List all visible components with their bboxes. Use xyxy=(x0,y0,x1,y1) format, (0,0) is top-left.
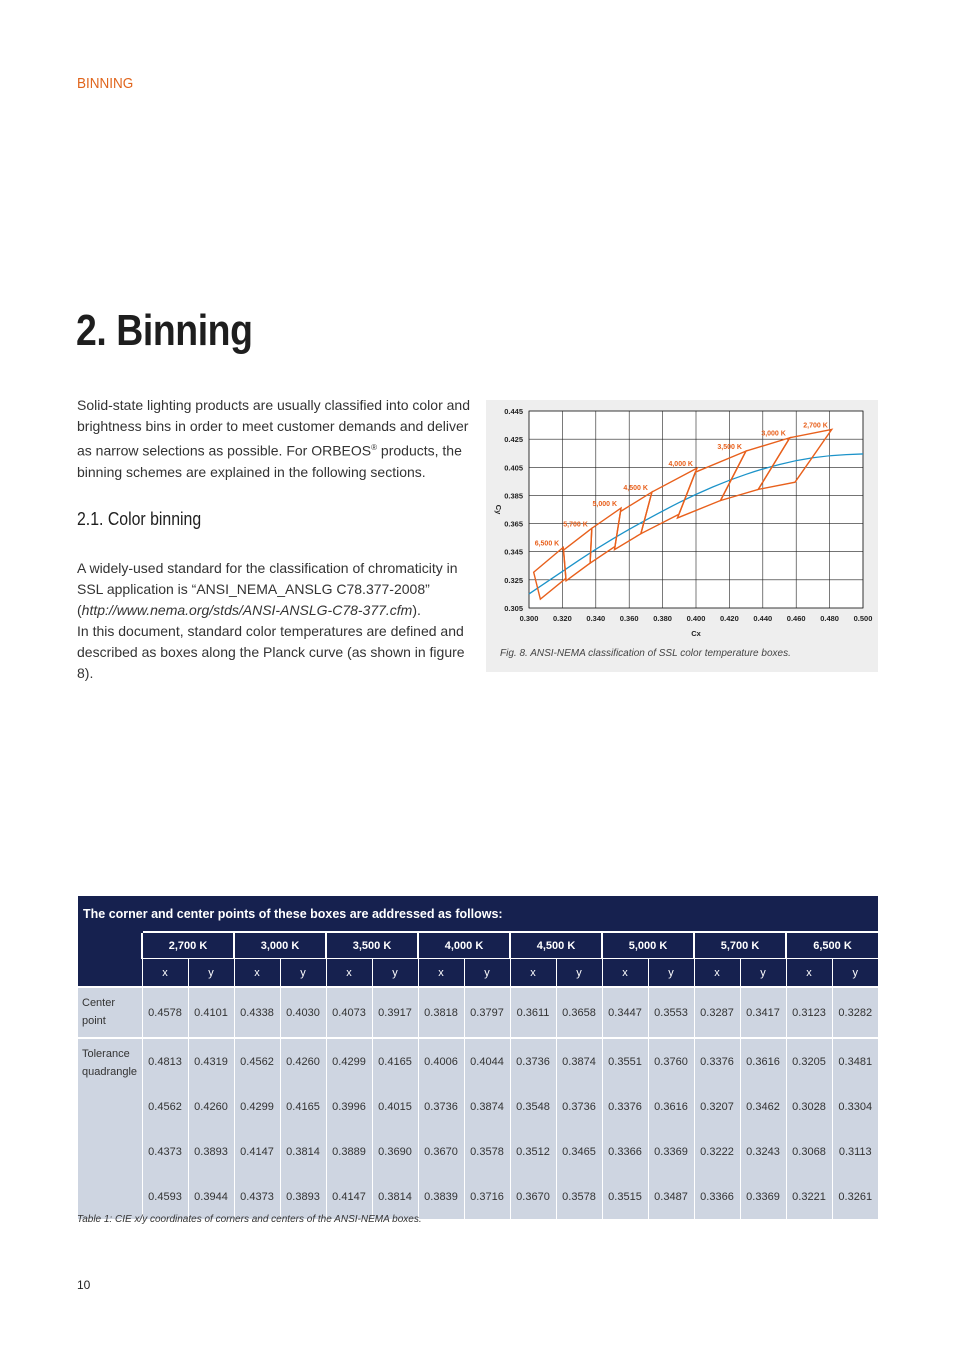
table-cell: 0.4260 xyxy=(188,1084,234,1129)
box-label: 5,000 K xyxy=(592,501,618,509)
table-row xyxy=(78,1084,878,1129)
table-cell: 0.3369 xyxy=(740,1174,786,1219)
temperature-header: 5,700 K xyxy=(694,932,786,959)
table-cell: 0.3797 xyxy=(464,987,510,1038)
table-cell: 0.4147 xyxy=(234,1129,280,1174)
table-cell: 0.3874 xyxy=(464,1084,510,1129)
table-cell: 0.3690 xyxy=(372,1129,418,1174)
table-cell: 0.3123 xyxy=(786,987,832,1038)
x-tick-label: 0.500 xyxy=(853,614,873,623)
table-cell: 0.3917 xyxy=(372,987,418,1038)
table-cell: 0.4562 xyxy=(142,1084,188,1129)
color-binning-heading: 2.1. Color binning xyxy=(77,509,202,529)
table-cell: 0.3068 xyxy=(786,1129,832,1174)
y-tick-label: 0.405 xyxy=(504,463,523,473)
figure-caption: Fig. 8. ANSI-NEMA classification of SSL color temperature boxes. xyxy=(500,648,791,659)
table-row xyxy=(78,1129,878,1174)
table-cell: 0.3113 xyxy=(832,1129,878,1174)
table-cell: 0.4101 xyxy=(188,987,234,1038)
table-cell: 0.3670 xyxy=(418,1129,464,1174)
table-cell: 0.3205 xyxy=(786,1038,832,1084)
coordinate-header: x xyxy=(694,959,740,988)
x-axis-label: Cx xyxy=(691,629,701,638)
row-label: Tolerance quadrangle xyxy=(78,1038,142,1219)
coordinate-header: x xyxy=(326,959,372,988)
table-cell: 0.4299 xyxy=(326,1038,372,1084)
table-cell: 0.3465 xyxy=(556,1129,602,1174)
box-label: 4,500 K xyxy=(623,485,648,493)
box-label: 6,500 K xyxy=(534,540,560,548)
table-cell: 0.4299 xyxy=(234,1084,280,1129)
coordinate-header: y xyxy=(648,959,694,988)
temperature-header: 5,000 K xyxy=(602,932,694,959)
coordinate-header: y xyxy=(372,959,418,988)
table-cell: 0.4030 xyxy=(280,987,326,1038)
table-cell: 0.3889 xyxy=(326,1129,372,1174)
table-cell: 0.3287 xyxy=(694,987,740,1038)
table-cell: 0.3670 xyxy=(510,1174,556,1219)
table-cell: 0.3515 xyxy=(602,1174,648,1219)
x-tick-label: 0.400 xyxy=(686,614,706,623)
box-label: 2,700 K xyxy=(803,422,828,430)
binning-table xyxy=(78,896,878,1219)
temperature-header: 3,000 K xyxy=(234,932,326,959)
table-cell: 0.3553 xyxy=(648,987,694,1038)
table-cell: 0.3716 xyxy=(464,1174,510,1219)
table-cell: 0.4813 xyxy=(142,1038,188,1084)
coordinate-header: x xyxy=(602,959,648,988)
temperature-header: 3,500 K xyxy=(326,932,418,959)
table-cell: 0.4373 xyxy=(234,1174,280,1219)
standard-link[interactable]: http://www.nema.org/stds/ANSI-ANSLG-C78-377.cfm xyxy=(81,602,413,618)
coordinate-header: y xyxy=(188,959,234,988)
table-cell: 0.3551 xyxy=(602,1038,648,1084)
table-cell: 0.3893 xyxy=(188,1129,234,1174)
coordinate-header: x xyxy=(142,959,188,988)
coordinate-header: x xyxy=(418,959,464,988)
table-row xyxy=(78,1174,878,1219)
table-cell: 0.4338 xyxy=(234,987,280,1038)
table-cell: 0.4044 xyxy=(464,1038,510,1084)
coordinate-header: y xyxy=(464,959,510,988)
table-cell: 0.4006 xyxy=(418,1038,464,1084)
coordinate-header: y xyxy=(556,959,602,988)
coordinate-header: y xyxy=(280,959,326,988)
intro-text-before: Solid-state lighting products are usually classified into color and brightness bins in order to meet customer demands and deliver as narrow selections as possible. For ORBEOS xyxy=(77,397,470,459)
temperature-header: 4,000 K xyxy=(418,932,510,959)
registered-mark: ® xyxy=(371,443,378,452)
table-cell: 0.3944 xyxy=(188,1174,234,1219)
table-cell: 0.4260 xyxy=(280,1038,326,1084)
table-cell: 0.3369 xyxy=(648,1129,694,1174)
y-tick-label: 0.425 xyxy=(504,435,523,445)
table-cell: 0.3221 xyxy=(786,1174,832,1219)
x-tick-label: 0.380 xyxy=(653,614,672,623)
table-cell: 0.3616 xyxy=(740,1038,786,1084)
table-corner xyxy=(78,932,142,987)
table-cell: 0.3658 xyxy=(556,987,602,1038)
table-cell: 0.3814 xyxy=(280,1129,326,1174)
table-cell: 0.4073 xyxy=(326,987,372,1038)
intro-paragraph xyxy=(77,395,477,483)
table-cell: 0.4147 xyxy=(326,1174,372,1219)
y-tick-label: 0.325 xyxy=(504,575,523,585)
y-tick-label: 0.365 xyxy=(504,519,523,529)
table-row xyxy=(78,1038,878,1084)
x-tick-label: 0.320 xyxy=(553,614,572,623)
table-cell: 0.3760 xyxy=(648,1038,694,1084)
y-axis-label: Cy xyxy=(494,504,503,515)
table-cell: 0.3814 xyxy=(372,1174,418,1219)
row-label: Center point xyxy=(78,987,142,1038)
y-tick-label: 0.305 xyxy=(504,604,523,613)
table-cell: 0.4015 xyxy=(372,1084,418,1129)
y-tick-label: 0.385 xyxy=(504,491,523,501)
table-cell: 0.3222 xyxy=(694,1129,740,1174)
chromaticity-chart xyxy=(486,400,878,645)
table-cell: 0.3376 xyxy=(694,1038,740,1084)
temperature-header: 4,500 K xyxy=(510,932,602,959)
coordinate-header: x xyxy=(786,959,832,988)
table-cell: 0.3207 xyxy=(694,1084,740,1129)
table-cell: 0.3243 xyxy=(740,1129,786,1174)
table-cell: 0.4165 xyxy=(372,1038,418,1084)
table-caption: Table 1: CIE x/y coordinates of corners and centers of the ANSI-NEMA boxes. xyxy=(77,1214,422,1225)
coordinate-header: x xyxy=(510,959,556,988)
box-label: 3,500 K xyxy=(717,444,742,452)
table-cell: 0.3512 xyxy=(510,1129,556,1174)
table-row xyxy=(78,987,878,1038)
table-cell: 0.3376 xyxy=(602,1084,648,1129)
table-cell: 0.3578 xyxy=(464,1129,510,1174)
table-cell: 0.3282 xyxy=(832,987,878,1038)
table-cell: 0.3487 xyxy=(648,1174,694,1219)
figure-8 xyxy=(486,400,878,672)
x-tick-label: 0.440 xyxy=(753,614,773,623)
x-tick-label: 0.480 xyxy=(820,614,839,623)
table-cell: 0.3818 xyxy=(418,987,464,1038)
page-title: 2. Binning xyxy=(76,306,253,355)
x-tick-label: 0.420 xyxy=(720,614,739,623)
table-cell: 0.4165 xyxy=(280,1084,326,1129)
table-cell: 0.3028 xyxy=(786,1084,832,1129)
table-cell: 0.3447 xyxy=(602,987,648,1038)
page-number: 10 xyxy=(77,1278,91,1292)
box-label: 5,700 K xyxy=(563,521,588,529)
box-label: 3,000 K xyxy=(761,430,786,438)
table-cell: 0.4319 xyxy=(188,1038,234,1084)
table-cell: 0.3578 xyxy=(556,1174,602,1219)
table-cell: 0.3893 xyxy=(280,1174,326,1219)
table-cell: 0.3548 xyxy=(510,1084,556,1129)
table-cell: 0.4562 xyxy=(234,1038,280,1084)
box-label: 4,000 K xyxy=(668,461,694,469)
table-cell: 0.3736 xyxy=(510,1038,556,1084)
intro-text-after: products, the binning schemes are explained in the following sections. xyxy=(77,442,462,480)
x-tick-label: 0.460 xyxy=(786,614,806,623)
section-label: BINNING xyxy=(77,75,134,92)
x-tick-label: 0.360 xyxy=(619,614,639,623)
y-tick-label: 0.445 xyxy=(504,407,523,416)
paren-open: ( xyxy=(77,602,82,618)
y-tick-label: 0.345 xyxy=(504,547,523,557)
table-cell: 0.3839 xyxy=(418,1174,464,1219)
table-cell: 0.4578 xyxy=(142,987,188,1038)
x-tick-label: 0.340 xyxy=(586,614,606,623)
definition-text: In this document, standard color temperatures are defined and described as boxes along the Planck curve (as shown in figure 8). xyxy=(77,623,465,681)
table-cell: 0.3996 xyxy=(326,1084,372,1129)
table-cell: 0.4593 xyxy=(142,1174,188,1219)
temperature-header: 2,700 K xyxy=(142,932,234,959)
table-cell: 0.3366 xyxy=(694,1174,740,1219)
color-binning-paragraph xyxy=(77,558,477,684)
standard-text: A widely-used standard for the classification of chromaticity in SSL application is “ANSI_NEMA_ANSLG C78.377-2008” xyxy=(77,560,458,597)
table-cell: 0.3616 xyxy=(648,1084,694,1129)
table-cell: 0.3261 xyxy=(832,1174,878,1219)
table-cell: 0.3462 xyxy=(740,1084,786,1129)
table-cell: 0.3611 xyxy=(510,987,556,1038)
table-cell: 0.3874 xyxy=(556,1038,602,1084)
table-cell: 0.3736 xyxy=(418,1084,464,1129)
table-cell: 0.3304 xyxy=(832,1084,878,1129)
table-cell: 0.3481 xyxy=(832,1038,878,1084)
table-cell: 0.3417 xyxy=(740,987,786,1038)
coordinate-header: y xyxy=(832,959,878,988)
table-cell: 0.3736 xyxy=(556,1084,602,1129)
x-tick-label: 0.300 xyxy=(519,614,539,623)
table-title: The corner and center points of these boxes are addressed as follows: xyxy=(78,896,878,932)
coordinate-header: y xyxy=(740,959,786,988)
paren-close: ). xyxy=(412,602,421,618)
table-cell: 0.3366 xyxy=(602,1129,648,1174)
table-cell: 0.4373 xyxy=(142,1129,188,1174)
coordinate-header: x xyxy=(234,959,280,988)
temperature-header: 6,500 K xyxy=(786,932,878,959)
